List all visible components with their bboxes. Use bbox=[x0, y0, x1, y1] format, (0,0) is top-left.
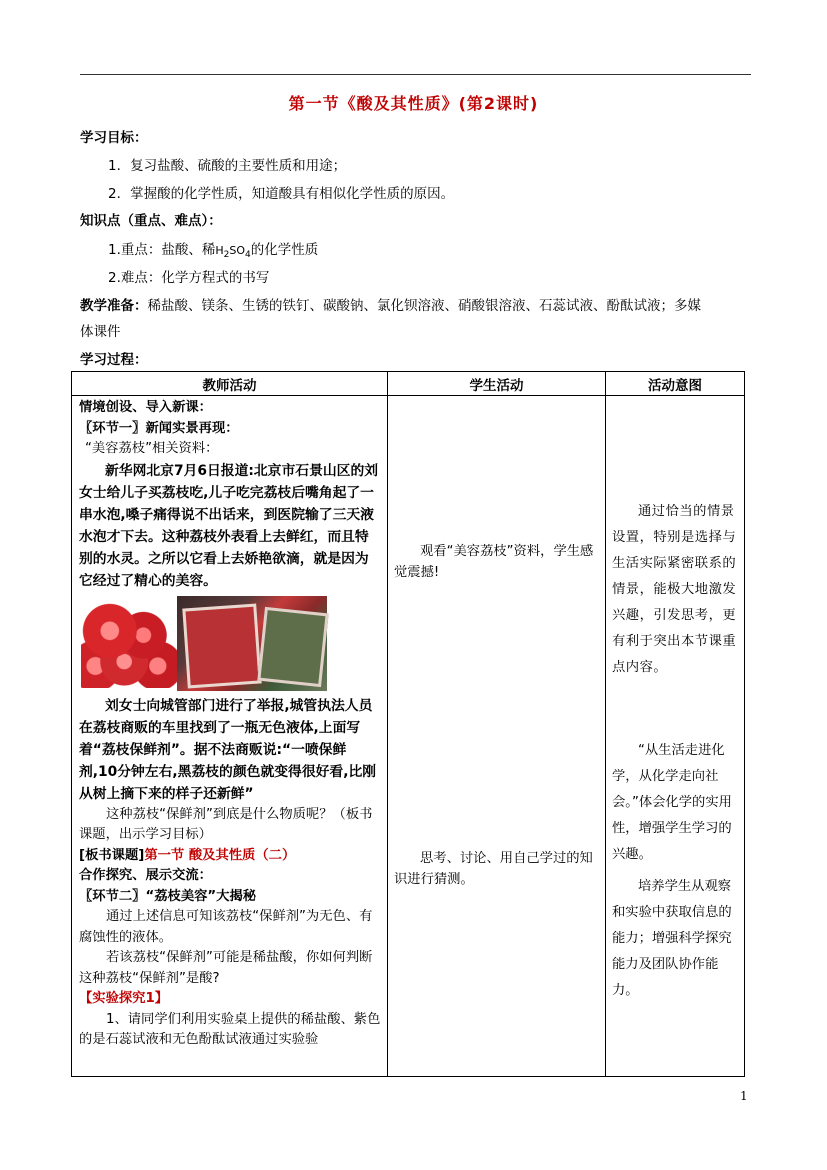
intent-cell bbox=[606, 396, 745, 1077]
objectives-heading: 学习目标： bbox=[80, 130, 148, 146]
knowledge-heading: 知识点（重点、难点）： bbox=[80, 213, 222, 229]
objective-item: 2．掌握酸的化学性质，知道酸具有相似化学性质的原因。 bbox=[108, 186, 455, 202]
objective-item: 1．复习盐酸、硫酸的主要性质和用途； bbox=[108, 158, 347, 174]
student-activity-cell bbox=[388, 396, 606, 1077]
paragraph: 通过上述信息可知该荔枝“保鲜剂”为无色、有腐蚀性的液体。 bbox=[79, 909, 373, 945]
news-paragraph-2: 刘女士向城管部门进行了举报,城管执法人员在荔枝商贩的车里找到了一瓶无色液体,上面写着“荔枝保鲜剂”。据不法商贩说:“一喷保鲜剂,10分钟左右,黑荔枝的颜色就变得很好看,比刚从树上摘下来的样子还新鲜” bbox=[79, 697, 377, 802]
link2-heading: 〖环节二〗“荔枝美容”大揭秘 bbox=[79, 888, 257, 904]
table-header-row bbox=[72, 372, 745, 396]
intent-3: 培养学生从观察和实验中获取信息的能力；增强科学探究能力及团队协作能力。 bbox=[612, 879, 732, 998]
prep-text-cont: 体课件 bbox=[80, 324, 121, 340]
coop-heading: 合作探究、展示交流： bbox=[79, 868, 212, 883]
table-row bbox=[72, 396, 745, 1077]
key-point-formula: $H_2SO_4$ bbox=[215, 244, 251, 261]
student-activity-1: 观看“美容荔枝”资料，学生感觉震撼! bbox=[394, 544, 594, 580]
paragraph: 1、请同学们利用实验桌上提供的稀盐酸、紫色的是石蕊试液和无色酚酞试液通过实验验 bbox=[79, 1011, 381, 1047]
page-title: 第一节《酸及其性质》(第2课时) bbox=[288, 94, 539, 113]
lychee-photo bbox=[81, 600, 177, 688]
experiment-heading: 【实验探究1】 bbox=[79, 991, 169, 1006]
student-activity-2: 思考、讨论、用自己学过的知识进行猜测。 bbox=[394, 851, 593, 887]
process-heading: 学习过程： bbox=[80, 352, 148, 368]
prep-label: 教学准备： bbox=[80, 298, 148, 314]
intent-1: 通过恰当的情景设置，特别是选择与生活实际紧密联系的情景，能极大地激发兴趣，引发思考，更有利于突出本节课重点内容。 bbox=[612, 504, 737, 675]
prep-line bbox=[80, 296, 701, 316]
intro-heading: 情境创设、导入新课： bbox=[79, 400, 212, 415]
board-title-line bbox=[79, 846, 381, 867]
header-intent: 活动意图 bbox=[606, 372, 745, 396]
key-point-suffix: 的化学性质 bbox=[250, 242, 319, 258]
news-paragraph-1: 新华网北京7月6日报道:北京市石景山区的刘女士给儿子买荔枝吃,儿子吃完荔枝后嘴角起了一串水泡,嗓子痛得说不出话来，到医院输了三天液水泡才下去。这种荔枝外表看上去鲜红，而且特别的水灵。之所以它看上去娇艳欲滴，就是因为它经过了精心的美容。 bbox=[79, 462, 379, 589]
difficult-point: 2.难点：化学方程式的书写 bbox=[108, 270, 270, 286]
board-title: 第一节 酸及其性质（二） bbox=[144, 847, 296, 863]
paragraph: 若该荔枝“保鲜剂”可能是稀盐酸，你如何判断这种荔枝“保鲜剂”是酸? bbox=[79, 950, 373, 986]
question-text: 这种荔枝“保鲜剂”到底是什么物质呢？（板书课题，出示学习目标） bbox=[79, 806, 373, 842]
lesson-table bbox=[71, 371, 745, 1077]
header-student: 学生活动 bbox=[388, 372, 606, 396]
lychee-box-dark bbox=[257, 606, 328, 686]
header-rule bbox=[80, 74, 751, 75]
prep-text: 稀盐酸、镁条、生锈的铁钉、碳酸钠、氯化钡溶液、硝酸银溶液、石蕊试液、酚酞试液；多媒 bbox=[147, 298, 701, 314]
lychee-photos bbox=[81, 596, 381, 693]
header-teacher: 教师活动 bbox=[72, 372, 388, 396]
teacher-activity-cell bbox=[72, 396, 388, 1077]
key-point-prefix: 1.重点：盐酸、稀 bbox=[108, 242, 216, 258]
lychee-box-red bbox=[182, 603, 261, 688]
link1-heading: 〖环节一〗新闻实景再现： bbox=[79, 420, 239, 436]
lychee-boxes-photo bbox=[177, 596, 327, 691]
board-label: [板书课题] bbox=[79, 847, 145, 863]
page-number: 1 bbox=[740, 1089, 748, 1103]
key-point bbox=[108, 240, 318, 265]
intent-2: “从生活走进化学，从化学走向社会。”体会化学的实用性，增强学生学习的兴趣。 bbox=[612, 743, 732, 862]
material-label: “美容荔枝”相关资料： bbox=[85, 441, 219, 456]
